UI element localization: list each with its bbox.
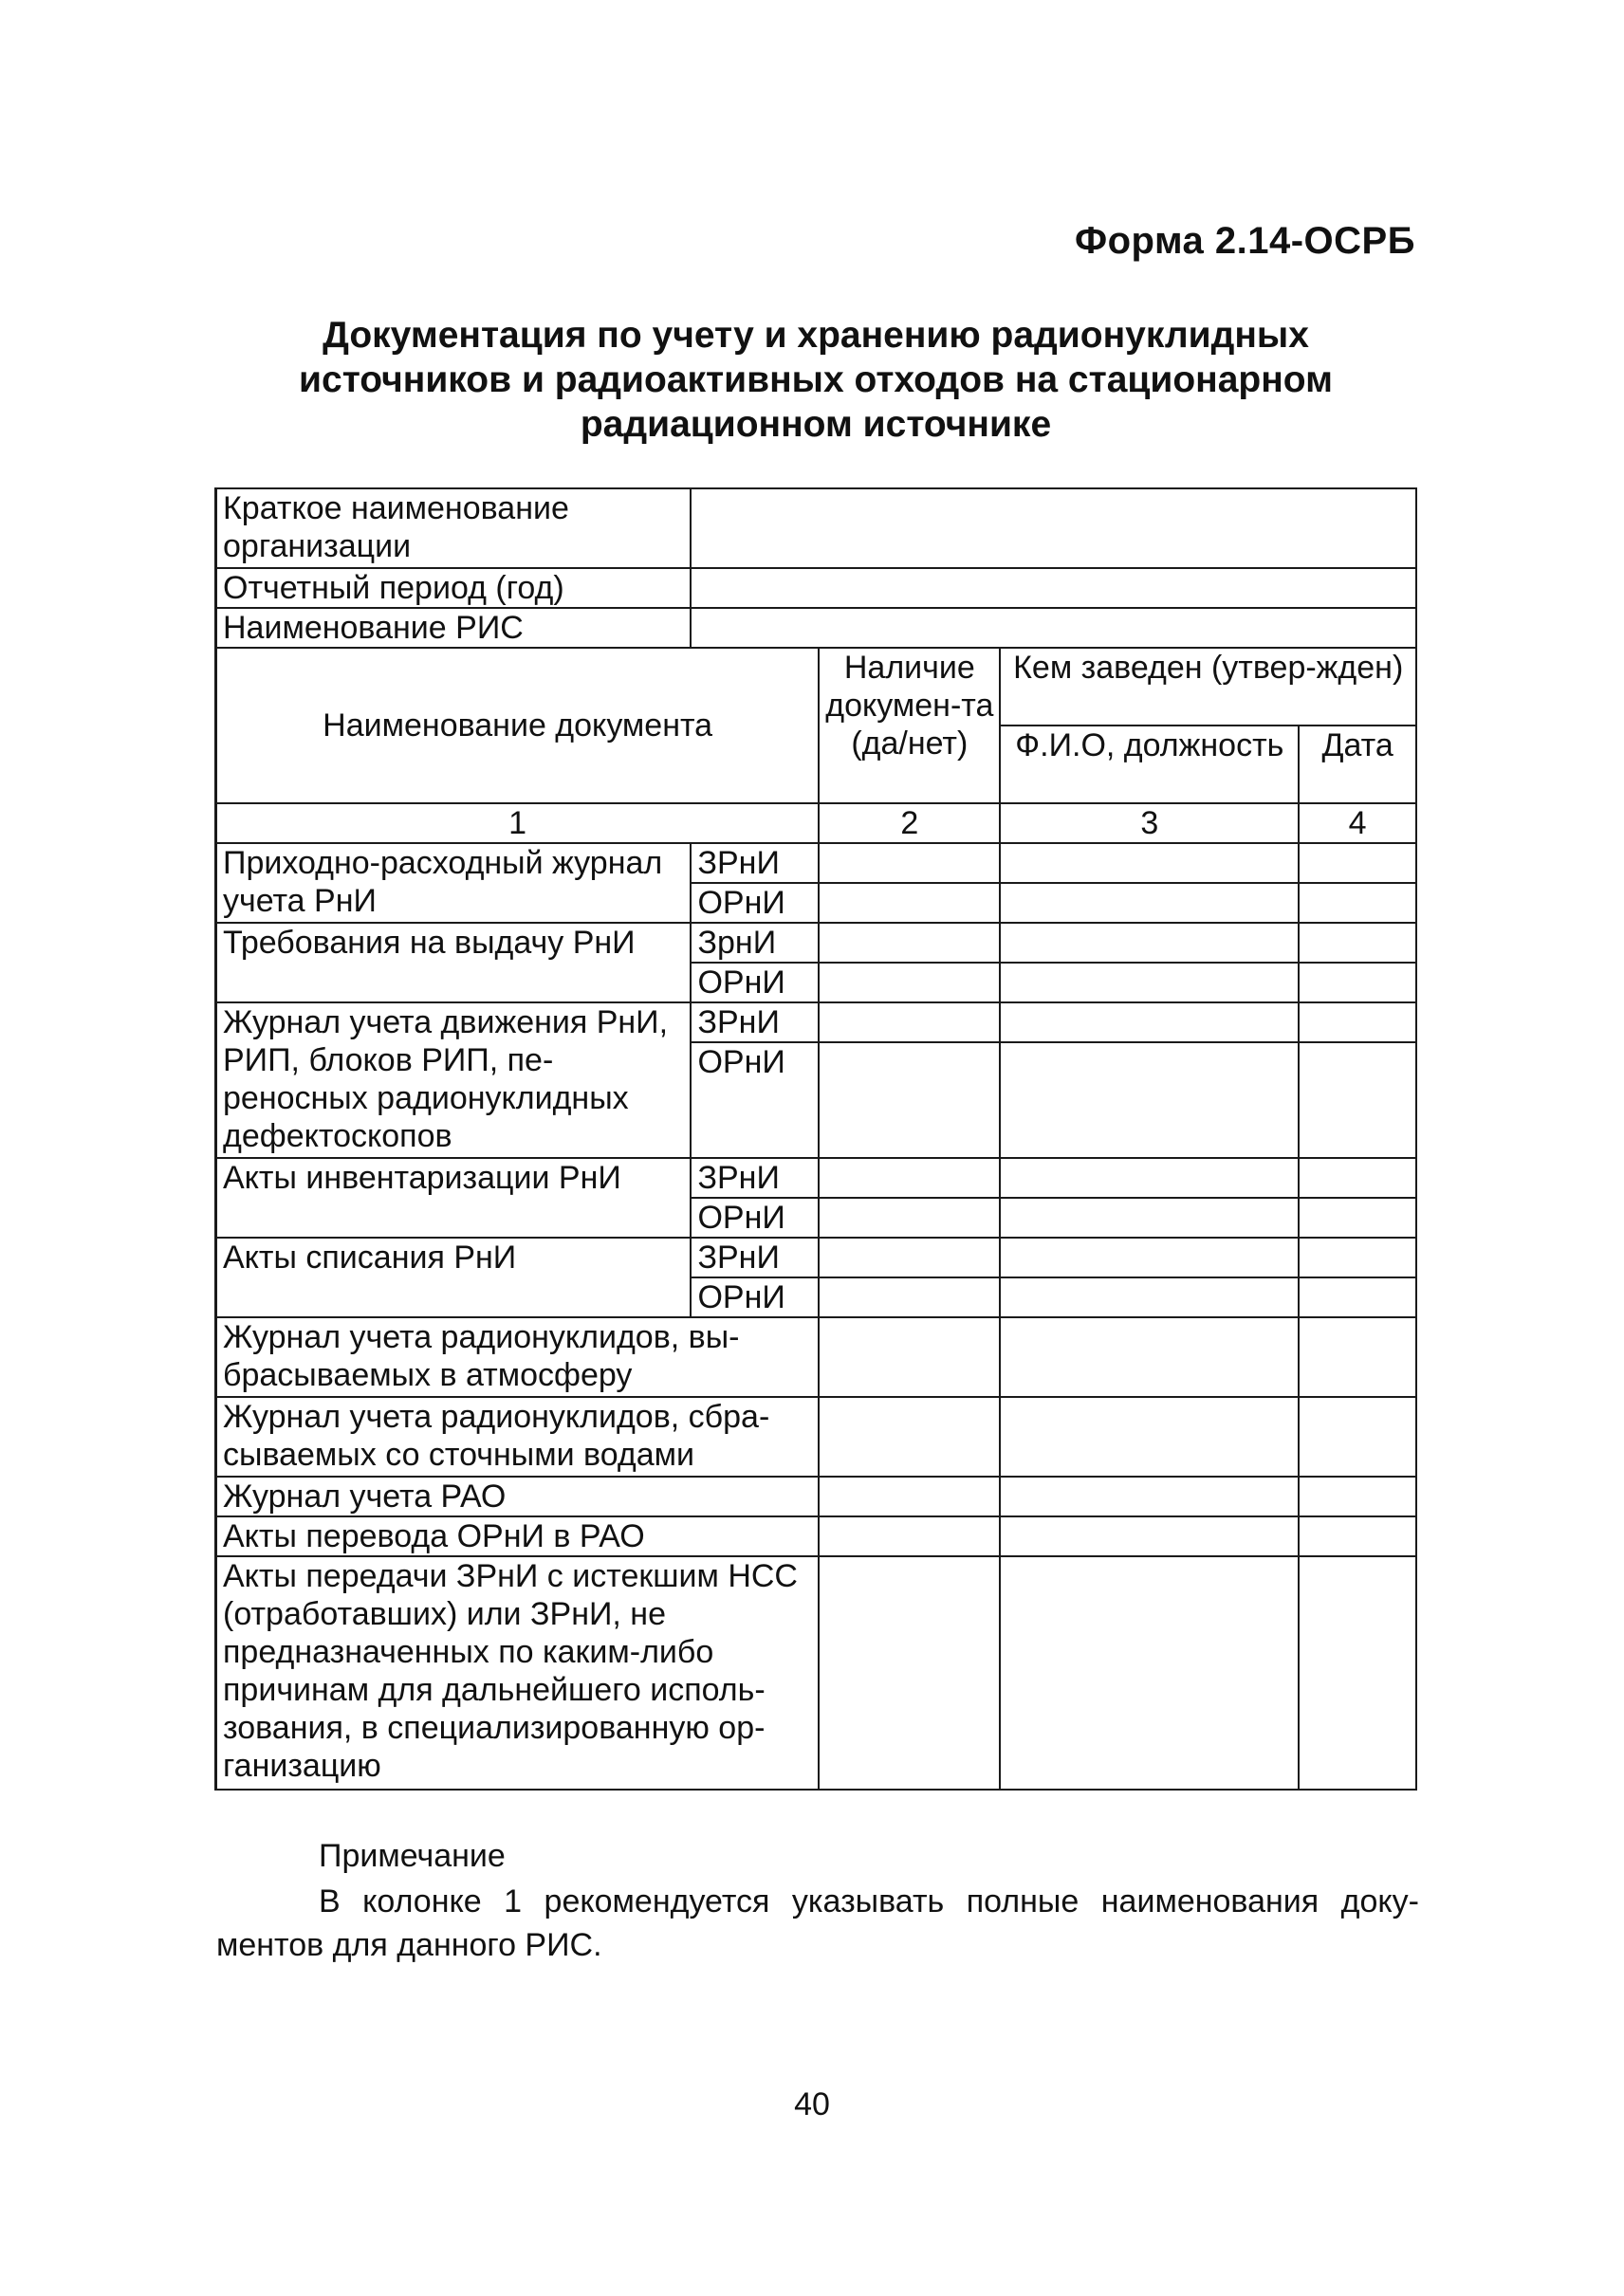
date-cell[interactable]: [1299, 963, 1416, 1002]
fio-cell[interactable]: [1000, 1042, 1299, 1158]
info-value-field[interactable]: [691, 608, 1416, 648]
fio-cell[interactable]: [1000, 1158, 1299, 1198]
document-name: Акты списания РнИ: [216, 1238, 692, 1317]
table-row: [216, 1238, 1417, 1277]
header-presence: Наличие докумен-та (да/нет): [819, 648, 1000, 803]
date-cell[interactable]: [1299, 1317, 1416, 1397]
document-name: Приходно-расходный журнал учета РнИ: [216, 843, 692, 923]
document-name: Требования на выдачу РнИ: [216, 923, 692, 1002]
date-cell[interactable]: [1299, 1042, 1416, 1158]
presence-cell[interactable]: [819, 1556, 1000, 1790]
presence-cell[interactable]: [819, 1277, 1000, 1317]
table-row: [216, 1556, 1417, 1790]
presence-cell[interactable]: [819, 1158, 1000, 1198]
presence-cell[interactable]: [819, 1397, 1000, 1477]
fio-cell[interactable]: [1000, 1397, 1299, 1477]
info-value-field[interactable]: [691, 568, 1416, 608]
source-type: ОРнИ: [691, 1198, 819, 1238]
header-fio: Ф.И.О, должность: [1000, 726, 1299, 803]
presence-cell[interactable]: [819, 1477, 1000, 1516]
fio-cell[interactable]: [1000, 1238, 1299, 1277]
note-text: В колонке 1 рекомендуется указывать полные наименования доку-ментов для данного РИС.: [216, 1883, 1419, 1963]
fio-cell[interactable]: [1000, 923, 1299, 963]
header-row: [216, 648, 1417, 726]
document-name: Акты перевода ОРнИ в РАО: [216, 1516, 820, 1556]
fio-cell[interactable]: [1000, 1477, 1299, 1516]
fio-cell[interactable]: [1000, 1198, 1299, 1238]
source-type: ОРнИ: [691, 1042, 819, 1158]
table-row: [216, 1397, 1417, 1477]
fio-cell[interactable]: [1000, 1277, 1299, 1317]
column-number-row: [216, 803, 1417, 843]
presence-cell[interactable]: [819, 1002, 1000, 1042]
date-cell[interactable]: [1299, 1277, 1416, 1317]
documentation-table: [214, 487, 1417, 1791]
fio-cell[interactable]: [1000, 1516, 1299, 1556]
column-number: 1: [216, 803, 820, 843]
presence-cell[interactable]: [819, 1516, 1000, 1556]
page-number: 40: [794, 2086, 830, 2122]
header-who: Кем заведен (утвер-жден): [1000, 648, 1416, 726]
source-type: ЗРнИ: [691, 1158, 819, 1198]
header-doc-name: Наименование документа: [216, 648, 820, 803]
source-type: ОРнИ: [691, 1277, 819, 1317]
date-cell[interactable]: [1299, 1158, 1416, 1198]
document-name: Журнал учета движения РнИ, РИП, блоков РИП, пе-реносных радионуклидных дефектоскопов: [216, 1002, 692, 1158]
column-number: 4: [1299, 803, 1416, 843]
form-number: Форма 2.14-ОСРБ: [1074, 220, 1415, 262]
fio-cell[interactable]: [1000, 1002, 1299, 1042]
source-type: ЗРнИ: [691, 1238, 819, 1277]
table-row: [216, 1158, 1417, 1198]
column-number: 2: [819, 803, 1000, 843]
fio-cell[interactable]: [1000, 963, 1299, 1002]
table-row: [216, 1516, 1417, 1556]
document-name: Журнал учета РАО: [216, 1477, 820, 1516]
table-row: [216, 923, 1417, 963]
table-row: [216, 1002, 1417, 1042]
document-name: Акты передачи ЗРнИ с истекшим НСС (отработавших) или ЗРнИ, не предназначенных по каким-либо причинам для дальнейшего исполь-зования, в специализированную ор-ганизацию: [216, 1556, 820, 1790]
source-type: ОРнИ: [691, 883, 819, 923]
presence-cell[interactable]: [819, 1198, 1000, 1238]
source-type: ЗРнИ: [691, 843, 819, 883]
info-label: Отчетный период (год): [216, 568, 692, 608]
table-row: [216, 843, 1417, 883]
header-date: Дата: [1299, 726, 1416, 803]
date-cell[interactable]: [1299, 883, 1416, 923]
document-name: Журнал учета радионуклидов, вы-брасываемых в атмосферу: [216, 1317, 820, 1397]
date-cell[interactable]: [1299, 1397, 1416, 1477]
date-cell[interactable]: [1299, 1516, 1416, 1556]
fio-cell[interactable]: [1000, 883, 1299, 923]
info-label: Краткое наименование организации: [216, 488, 692, 568]
fio-cell[interactable]: [1000, 843, 1299, 883]
document-title: Документация по учету и хранению радионуклидных источников и радиоактивных отходов на стационарном радиационном источнике: [299, 315, 1333, 445]
date-cell[interactable]: [1299, 923, 1416, 963]
date-cell[interactable]: [1299, 1556, 1416, 1790]
document-name: Журнал учета радионуклидов, сбра-сываемых со сточными водами: [216, 1397, 820, 1477]
date-cell[interactable]: [1299, 1198, 1416, 1238]
info-value-field[interactable]: [691, 488, 1416, 568]
info-row: [216, 568, 1417, 608]
presence-cell[interactable]: [819, 883, 1000, 923]
fio-cell[interactable]: [1000, 1556, 1299, 1790]
table-row: [216, 1477, 1417, 1516]
source-type: ОРнИ: [691, 963, 819, 1002]
date-cell[interactable]: [1299, 1477, 1416, 1516]
source-type: ЗРнИ: [691, 1002, 819, 1042]
presence-cell[interactable]: [819, 1238, 1000, 1277]
date-cell[interactable]: [1299, 1238, 1416, 1277]
info-row: [216, 608, 1417, 648]
date-cell[interactable]: [1299, 1002, 1416, 1042]
presence-cell[interactable]: [819, 963, 1000, 1002]
info-label: Наименование РИС: [216, 608, 692, 648]
note-title: Примечание: [319, 1838, 506, 1874]
presence-cell[interactable]: [819, 923, 1000, 963]
info-row: [216, 488, 1417, 568]
column-number: 3: [1000, 803, 1299, 843]
presence-cell[interactable]: [819, 1042, 1000, 1158]
table-row: [216, 1317, 1417, 1397]
presence-cell[interactable]: [819, 1317, 1000, 1397]
date-cell[interactable]: [1299, 843, 1416, 883]
source-type: ЗрнИ: [691, 923, 819, 963]
fio-cell[interactable]: [1000, 1317, 1299, 1397]
document-name: Акты инвентаризации РнИ: [216, 1158, 692, 1238]
presence-cell[interactable]: [819, 843, 1000, 883]
